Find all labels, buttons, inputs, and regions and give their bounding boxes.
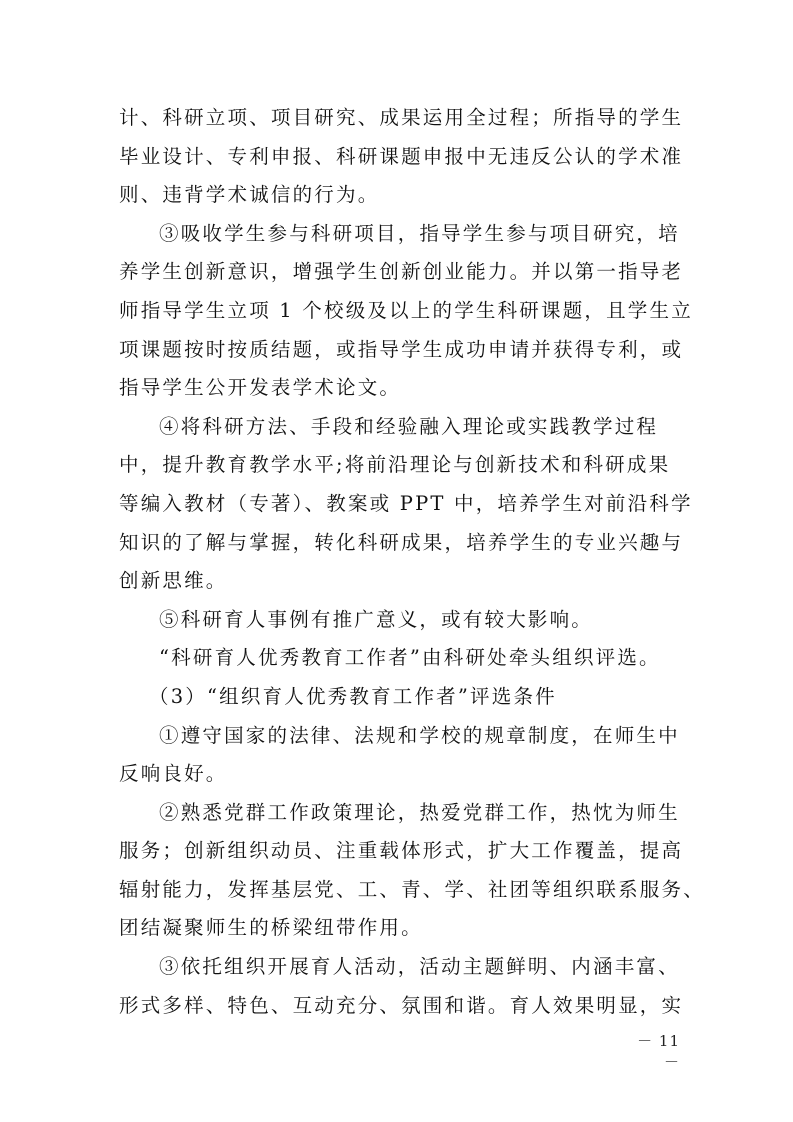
paragraph-continued xyxy=(119,99,684,215)
paragraph-organization-item-1 xyxy=(119,717,679,794)
text-line: 服务；创新组织动员、注重载体形式，扩大工作覆盖，提高 xyxy=(119,839,684,863)
text-line: ④将科研方法、手段和经验融入理论或实践教学过程 xyxy=(159,414,659,438)
text-line: ③吸收学生参与科研项目，指导学生参与项目研究，培 xyxy=(159,221,680,245)
paragraph-organization-item-2 xyxy=(119,794,705,948)
text-line: ①遵守国家的法律、法规和学校的规章制度，在师生中 xyxy=(159,723,680,747)
text-line: ⑤科研育人事例有推广意义，或有较大影响。 xyxy=(159,607,594,631)
paragraph-research-organizer xyxy=(119,639,679,678)
section-heading-organization xyxy=(119,678,679,717)
page-number: － 11 － xyxy=(637,1032,680,1071)
text-line: （3）“组织育人优秀教育工作者”评选条件 xyxy=(149,684,557,708)
text-line: 等编入教材（专著）、教案或 PPT 中，培养学生对前沿科学 xyxy=(119,491,693,515)
paragraph-research-item-3 xyxy=(119,215,693,408)
text-line: 反响良好。 xyxy=(119,762,228,786)
text-line: “科研育人优秀教育工作者”由科研处牵头组织评选。 xyxy=(159,646,661,670)
text-line: 团结凝聚师生的桥梁纽带作用。 xyxy=(119,916,423,940)
text-line: 指导学生公开发表学术论文。 xyxy=(119,376,402,400)
text-line: 师指导学生立项 1 个校级及以上的学生科研课题，且学生立 xyxy=(119,298,693,322)
paragraph-research-item-4 xyxy=(119,408,693,601)
text-line: 计、科研立项、项目研究、成果运用全过程；所指导的学生 xyxy=(119,106,684,129)
text-line: 辐射能力，发挥基层党、工、青、学、社团等组织联系服务、 xyxy=(119,877,705,901)
text-line: 中，提升教育教学水平;将前沿理论与创新技术和科研成果 xyxy=(119,453,671,477)
text-line: 毕业设计、专利申报、科研课题申报中无违反公认的学术准 xyxy=(119,144,684,168)
document-body xyxy=(119,99,705,1025)
text-line: 形式多样、特色、互动充分、氛围和谐。育人效果明显，实 xyxy=(119,993,684,1017)
paragraph-research-item-5 xyxy=(119,601,679,640)
text-line: ③依托组织开展育人活动，活动主题鲜明、内涵丰富、 xyxy=(159,955,680,979)
text-line: 则、违背学术诚信的行为。 xyxy=(119,183,380,207)
text-line: 项课题按时按质结题，或指导学生成功申请并获得专利，或 xyxy=(119,337,684,361)
text-line: 创新思维。 xyxy=(119,569,228,593)
text-line: ②熟悉党群工作政策理论，热爱党群工作，热忱为师生 xyxy=(159,800,680,824)
paragraph-organization-item-3 xyxy=(119,948,684,1025)
text-line: 养学生创新意识，增强学生创新创业能力。并以第一指导老 xyxy=(119,260,684,284)
text-line: 知识的了解与掌握，转化科研成果，培养学生的专业兴趣与 xyxy=(119,530,684,554)
